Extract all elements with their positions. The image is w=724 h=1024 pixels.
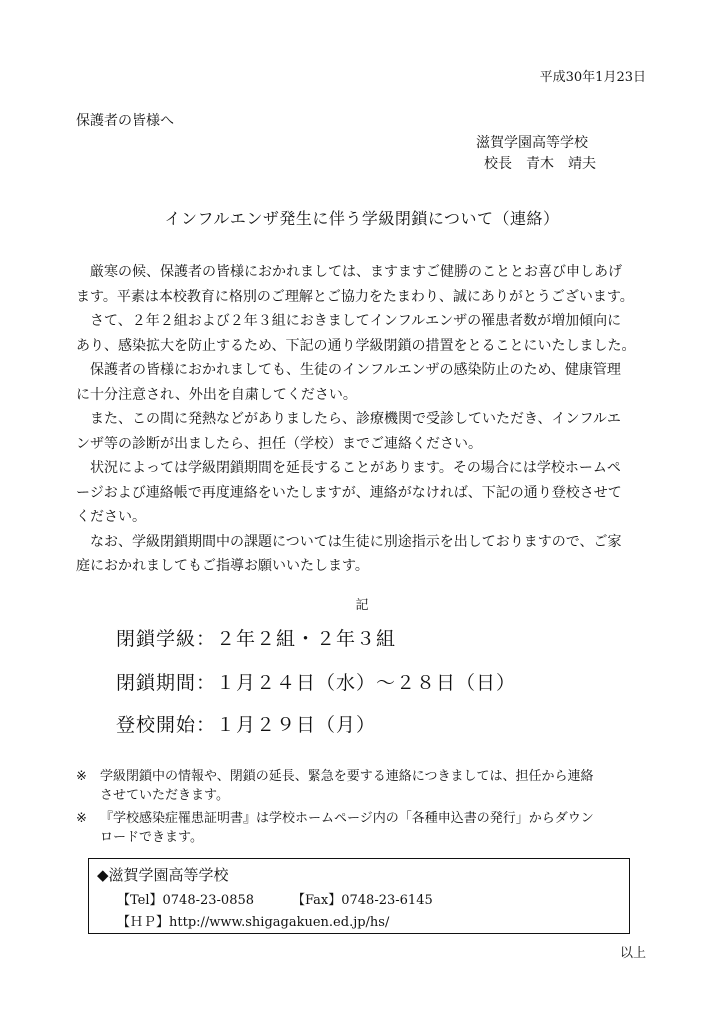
body-line: 保護者の皆様におかれましても、生徒のインフルエンザの感染防止のため、健康管理 <box>76 362 621 378</box>
note-item <box>76 767 656 805</box>
contact-box <box>88 858 630 934</box>
document-title: インフルエンザ発生に伴う学級閉鎖について（連絡） <box>164 209 560 228</box>
note-line: 『学校感染症罹患証明書』は学校ホームページ内の「各種申込書の発行」からダウン <box>100 811 594 826</box>
document-date: 平成30年1月23日 <box>539 70 646 85</box>
body-line: なお、学級閉鎖期間中の課題については生徒に別途指示を出しておりますので、ご家 <box>76 533 622 550</box>
body-line: ージおよび連絡帳で再度連絡をいたしますが、連絡がなければ、下記の通り登校させて <box>76 484 622 501</box>
body-line: また、この間に発熱などがありましたら、診療機関で受診していただき、インフルエ <box>76 411 621 427</box>
body-line: に十分注意され、外出を自粛してください。 <box>76 386 357 403</box>
body-line: ます。平素は本校教育に格別のご理解とご協力をたまわり、誠にありがとうございます。 <box>76 288 634 305</box>
closed-class: 閉鎖学級：２年２組・２年３組 <box>116 628 397 650</box>
body-line: さて、２年２組および２年３組におきましてインフルエンザの罹患者数が増加傾向に <box>76 313 622 329</box>
closing-ijou: 以上 <box>619 946 646 961</box>
body-line: 状況によっては学級閉鎖期間を延長することがあります。その場合には学校ホームペ <box>76 460 621 476</box>
contact-tel: 【Tel】0748-23-0858 <box>117 893 255 908</box>
contact-fax: 【Fax】0748-23-6145 <box>292 893 433 908</box>
closed-period: 閉鎖期間：１月２４日（水）～２８日（日） <box>116 672 517 694</box>
note-line: ロードできます。 <box>100 830 203 845</box>
note-mark: ※ <box>76 811 87 826</box>
contact-title: ◆滋賀学園高等学校 <box>97 866 229 884</box>
notes <box>76 767 656 847</box>
body-line: ください。 <box>76 509 146 525</box>
note-line: させていただきます。 <box>100 788 229 803</box>
body-line: 庭におかれましてもご指導お願いいたします。 <box>76 558 369 574</box>
contact-homepage[interactable]: 【ＨＰ】http://www.shigagakuen.ed.jp/hs/ <box>117 915 390 930</box>
body-text <box>76 260 650 579</box>
resume-date: 登校開始：１月２９日（月） <box>116 714 377 736</box>
note-mark: ※ <box>76 769 87 784</box>
note-line: 学級閉鎖中の情報や、閉鎖の延長、緊急を要する連絡につきましては、担任から連絡 <box>100 769 594 784</box>
sender-principal: 校長 青木 靖夫 <box>484 156 596 172</box>
body-line: 厳寒の候、保護者の皆様におかれましては、ますますご健勝のこととお喜び申しあげ <box>76 264 622 280</box>
body-line: あり、感染拡大を防止するため、下記の通り学級閉鎖の措置をとることにいたしました。 <box>76 337 636 354</box>
note-item <box>76 809 656 847</box>
body-line: ンザ等の診断が出ましたら、担任（学校）までご連絡ください。 <box>76 435 482 452</box>
addressee: 保護者の皆様へ <box>76 113 174 129</box>
sender-school: 滋賀学園高等学校 <box>476 135 588 151</box>
contact-phone-line <box>117 889 433 908</box>
ki-heading: 記 <box>355 598 369 613</box>
